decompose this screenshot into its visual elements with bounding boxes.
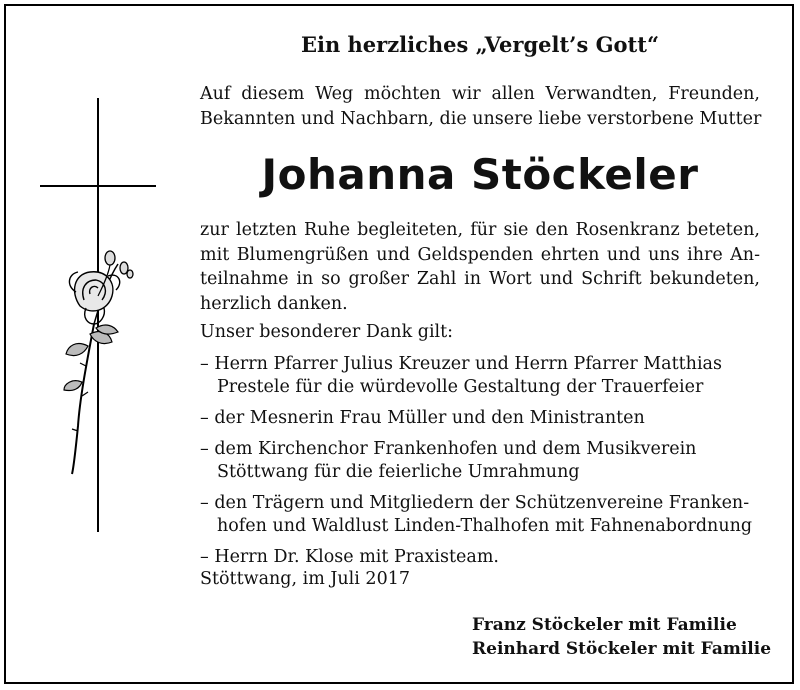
cross-with-rose-icon [36,96,176,536]
body-line: zur letzten Ruhe begleiteten, für sie den Rosenkranz beteten, [200,220,760,240]
body-line: mit Blumengrüßen und Geldspenden ehrten und uns ihre An- [200,244,760,265]
intro-line: Auf diesem Weg möchten wir allen Verwandten, Freunden, [200,84,760,104]
list-item-line: Stöttwang für die feierliche Umrahmung [217,462,580,482]
body-line: herzlich danken. [200,293,348,314]
list-item [200,353,760,399]
signers [472,613,771,661]
list-item-line: – der Mesnerin Frau Müller und den Ministranten [200,408,645,428]
intro-line: Bekannten und Nachbarn, die unsere liebe verstorbene Mutter [200,109,762,129]
list-item [200,407,760,430]
list-item [200,492,760,538]
list-item [200,546,760,569]
list-item-line: – dem Kirchenchor Frankenhofen und dem Musikverein [200,439,697,459]
list-item-line: – Herrn Dr. Klose mit Praxisteam. [200,547,499,567]
intro-paragraph [200,82,760,132]
body-line: teilnahme in so großer Zahl in Wort und Schrift bekundeten, [200,269,760,289]
list-item-line: – den Trägern und Mitgliedern der Schützenvereine Franken- [200,493,750,513]
signer-name: Reinhard Stöckeler mit Familie [472,639,772,659]
notice-heading: Ein herzliches „Vergelt’s Gott“ [300,32,660,57]
deceased-name: Johanna Stöckeler [261,150,699,199]
list-item-line: Prestele für die würdevolle Gestaltung der Trauerfeier [217,377,704,397]
thanks-intro: Unser besonderer Dank gilt: [200,322,454,342]
list-item-line: – Herrn Pfarrer Julius Kreuzer und Herrn Pfarrer Matthias [200,354,722,374]
thanks-list [200,353,760,577]
place-date: Stöttwang, im Juli 2017 [200,569,410,589]
body-paragraph [200,218,760,316]
list-item-line: hofen und Waldlust Linden-Thalhofen mit Fahnenabordnung [217,516,753,536]
list-item [200,438,760,484]
signer-name: Franz Stöckeler mit Familie [472,615,737,635]
